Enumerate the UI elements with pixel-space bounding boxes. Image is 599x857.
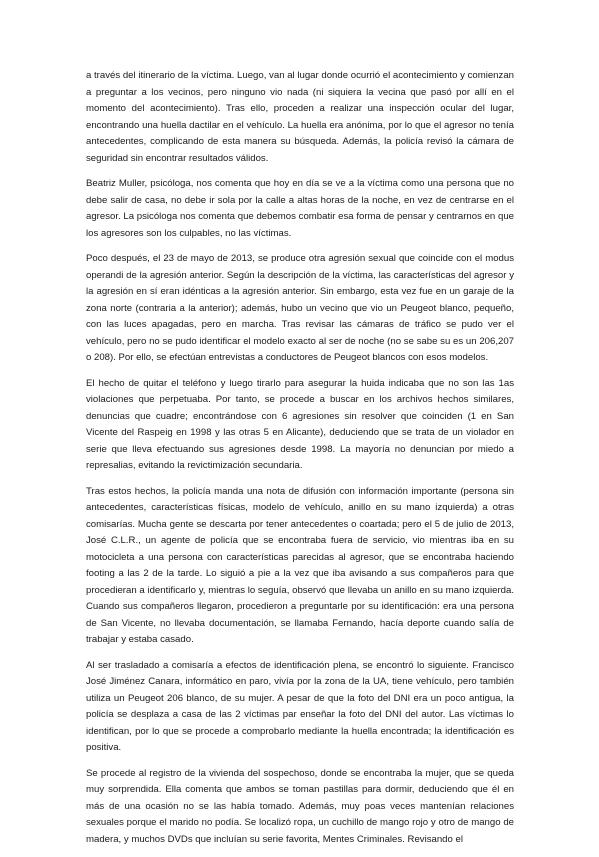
paragraph: Al ser trasladado a comisaría a efectos de identificación plena, se encontró lo siguiente. Francisco José Jiménez Canara, informático en paro, vivía por la zona de la UA, tiene vehículo, pero también utiliza un Peugeot 206 blanco, de su mujer. A pesar de que la foto del DNI era un poco antigua, la policía se desplaza a casa de las 2 víctimas par enseñar la foto del DNI del autor. Las víctimas lo identifican, por lo que se procede a comprobarlo mediante la huella encontrada; la identificación es positiva. (86, 659, 514, 753)
paragraph: Poco después, el 23 de mayo de 2013, se produce otra agresión sexual que coincide con el modus operandi de la agresión anterior. Según la descripción de la víctima, las características del agresor y la agresión en sí eran idénticas a la agresión anterior. Sin embargo, esta vez fue en un garaje de la zona norte (contraria a la anterior); además, hubo un vecino que vio un Peugeot blanco, pequeño, con las luces apagadas, pero en marcha. Tras revisar las cámaras de tráfico se pudo ver el vehículo, pero no se pudo identificar el modelo exacto al ser de noche (no se sabe su es un 206,207 o 208). Por ello, se efectúan entrevistas a conductores de Peugeot blancos con esos modelos. (86, 253, 514, 363)
paragraph: a través del itinerario de la víctima. Luego, van al lugar donde ocurrió el acontecimiento y comienzan a preguntar a los vecinos, pero ninguno vio nada (ni siquiera la vecina que pasó por allí en el momento del acontecimiento). Tras ello, proceden a realizar una inspección ocular del lugar, encontrando una huella dactilar en el vehículo. La huella era anónima, por lo que el agresor no tenía antecedentes, complicando de esta manera su búsqueda. Además, la policía revisó la cámara de seguridad sin encontrar resultados válidos. (86, 70, 514, 164)
paragraph: Tras estos hechos, la policía manda una nota de difusión con información importante (persona sin antecedentes, características físicas, modelo de vehículo, anillo en su mano izquierda) a otras comisarías. Mucha gente se descarta por tener antecedentes o coartada; pero el 5 de julio de 2013, José C.L.R., un agente de policía que se encontraba fuera de servicio, vio mientras iba en su motocicleta a una persona con características parecidas al agresor, que se encontraba haciendo footing a las 2 de la tarde. Lo siguió a pie a la vez que iba avisando a sus compañeros para que procedieran a identificarlo y, mientras lo seguía, observó que llevaba un anillo en su mano izquierda. Cuando sus compañeros llegaron, procedieron a preguntarle por su identificación: era una persona de San Vicente, no llevaba documentación, se llamaba Fernando, hacía deporte cuando salía de trabajar y estaba casado. (86, 485, 514, 645)
paragraph: El hecho de quitar el teléfono y luego tirarlo para asegurar la huida indicaba que no son las 1as violaciones que perpetuaba. Por tanto, se procede a buscar en los archivos hechos similares, denuncias que cuadre; encontrándose con 6 agresiones sin resolver que coinciden (1 en San Vicente del Raspeig en 1998 y las otras 5 en Alicante), deduciendo que se trata de un violador en serie que lleva efectuando sus agresiones desde 1998. La mayoría no denuncian por miedo a represalias, evitando la revictimización secundaria. (86, 377, 514, 471)
paragraph: Se procede al registro de la vivienda del sospechoso, donde se encontraba la mujer, que se queda muy sorprendida. Ella comenta que ambos se toman pastillas para dormir, deduciendo que él en más de una ocasión no se las había tomado. Además, muy poas veces mantenían relaciones sexuales porque el marido no podía. Se localizó ropa, un cuchillo de mango rojo y otro de mango de madera, y muchos DVDs que incluían su serie favorita, Mentes Criminales. Revisando el (86, 767, 514, 845)
document-body (86, 68, 514, 857)
paragraph: Beatriz Muller, psicóloga, nos comenta que hoy en día se ve a la víctima como una persona que no debe salir de casa, no debe ir sola por la calle a altas horas de la noche, en vez de centrarse en el agresor. La psicóloga nos comenta que debemos combatir esa forma de pensar y centrarnos en que los agresores son los culpables, no las víctimas. (86, 178, 514, 239)
